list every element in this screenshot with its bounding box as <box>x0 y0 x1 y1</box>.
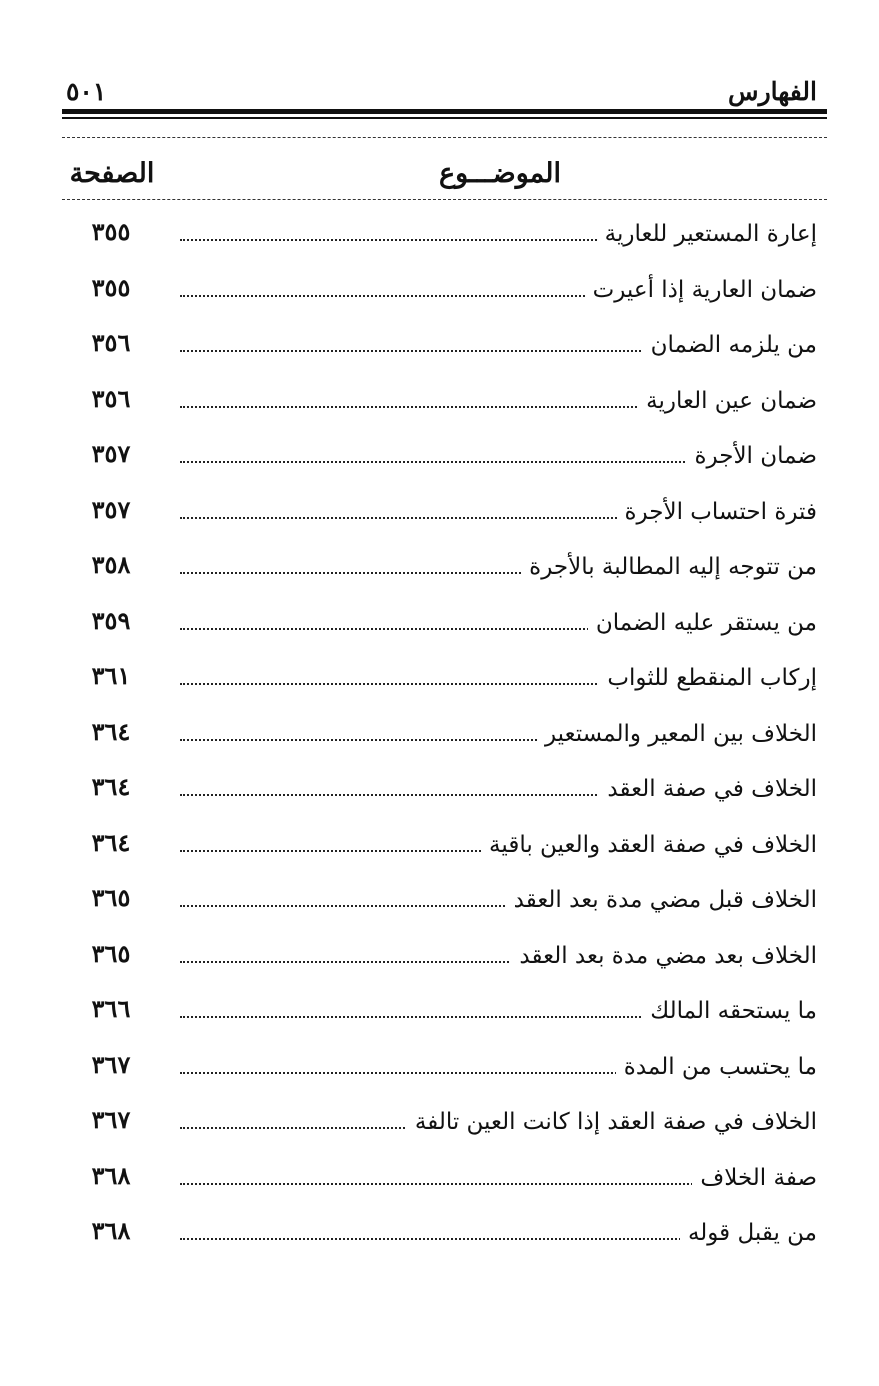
toc-entry-page: ٣٥٥ <box>91 272 131 302</box>
toc-entry-title: الخلاف في صفة العقد والعين باقية <box>481 829 817 861</box>
running-header <box>62 72 817 112</box>
toc-entry-title: الخلاف في صفة العقد <box>599 773 817 805</box>
toc-entry-page: ٣٦٤ <box>91 716 131 746</box>
toc-entry-page: ٣٦٥ <box>91 883 131 912</box>
toc-entry <box>62 484 817 540</box>
toc-entry-title: من يلزمه الضمان <box>643 329 817 361</box>
toc-entry-title: الخلاف في صفة العقد إذا كانت العين تالفة <box>407 1106 817 1138</box>
toc-entry-title: فترة احتساب الأجرة <box>617 496 818 528</box>
toc-entry <box>62 595 817 651</box>
toc-entry-page: ٣٥٦ <box>91 383 131 413</box>
toc-entry-title: ما يحتسب من المدة <box>616 1051 817 1083</box>
toc-entry-page: ٣٦٤ <box>91 827 131 857</box>
toc-entry-title: إركاب المنقطع للثواب <box>599 662 817 694</box>
toc-entry-title: من يقبل قوله <box>680 1217 817 1249</box>
toc-entry-page: ٣٥٥ <box>91 217 131 246</box>
toc-entry-title: ضمان الأجرة <box>686 440 817 472</box>
section-title: الفهارس <box>728 77 817 106</box>
toc-entry-title: الخلاف قبل مضي مدة بعد العقد <box>506 884 817 916</box>
toc-entry-page: ٣٦٨ <box>91 1160 131 1190</box>
toc-entry-page: ٣٦٧ <box>91 1105 131 1134</box>
toc-entry <box>62 761 817 817</box>
toc-entry <box>62 373 817 429</box>
toc-entry <box>62 650 817 706</box>
toc-entry <box>62 817 817 873</box>
toc-entry-page: ٣٦٥ <box>91 938 131 968</box>
toc-entry-page: ٣٥٩ <box>91 605 131 635</box>
toc-entry <box>62 928 817 984</box>
toc-entry-title: الخلاف بين المعير والمستعير <box>537 718 817 750</box>
toc-entry <box>62 1150 817 1206</box>
toc-entry-title: الخلاف بعد مضي مدة بعد العقد <box>511 940 817 972</box>
toc-entry <box>62 206 817 262</box>
header-rule-thick <box>62 109 827 114</box>
toc-entry-title: صفة الخلاف <box>692 1162 817 1194</box>
toc-entry <box>62 262 817 318</box>
toc-entry <box>62 706 817 762</box>
page-column-heading: الصفحة <box>69 158 155 189</box>
toc-entry <box>62 872 817 928</box>
topic-column-heading: الموضـــوع <box>438 158 561 189</box>
header-rule-thin <box>62 117 827 119</box>
dashed-divider <box>62 137 827 138</box>
toc-entry <box>62 1205 817 1261</box>
toc-entry <box>62 428 817 484</box>
column-heading-divider <box>62 199 827 200</box>
toc-entry-title: من تتوجه إليه المطالبة بالأجرة <box>521 551 817 583</box>
toc-entry-page: ٣٥٧ <box>91 494 131 524</box>
toc-entry-page: ٣٦٦ <box>91 994 131 1023</box>
table-of-contents <box>62 206 817 1261</box>
toc-entry-title: إعارة المستعير للعارية <box>597 218 817 250</box>
toc-entry-page: ٣٦٤ <box>91 772 131 801</box>
toc-entry <box>62 1039 817 1095</box>
toc-entry-title: من يستقر عليه الضمان <box>588 607 817 639</box>
page-number: ٥٠١ <box>66 77 107 106</box>
toc-entry-page: ٣٦٧ <box>91 1049 131 1079</box>
toc-entry <box>62 317 817 373</box>
toc-entry-page: ٣٥٦ <box>91 328 131 357</box>
toc-entry <box>62 983 817 1039</box>
toc-entry-title: ما يستحقه المالك <box>642 995 817 1027</box>
toc-entry-page: ٣٦٨ <box>91 1216 131 1245</box>
toc-entry-page: ٣٥٧ <box>91 439 131 468</box>
toc-entry-title: ضمان عين العارية <box>638 385 817 417</box>
toc-entry-page: ٣٥٨ <box>91 550 131 579</box>
toc-entry-title: ضمان العارية إذا أعيرت <box>585 274 817 306</box>
toc-entry <box>62 1094 817 1150</box>
toc-entry <box>62 539 817 595</box>
toc-entry-page: ٣٦١ <box>91 661 131 690</box>
